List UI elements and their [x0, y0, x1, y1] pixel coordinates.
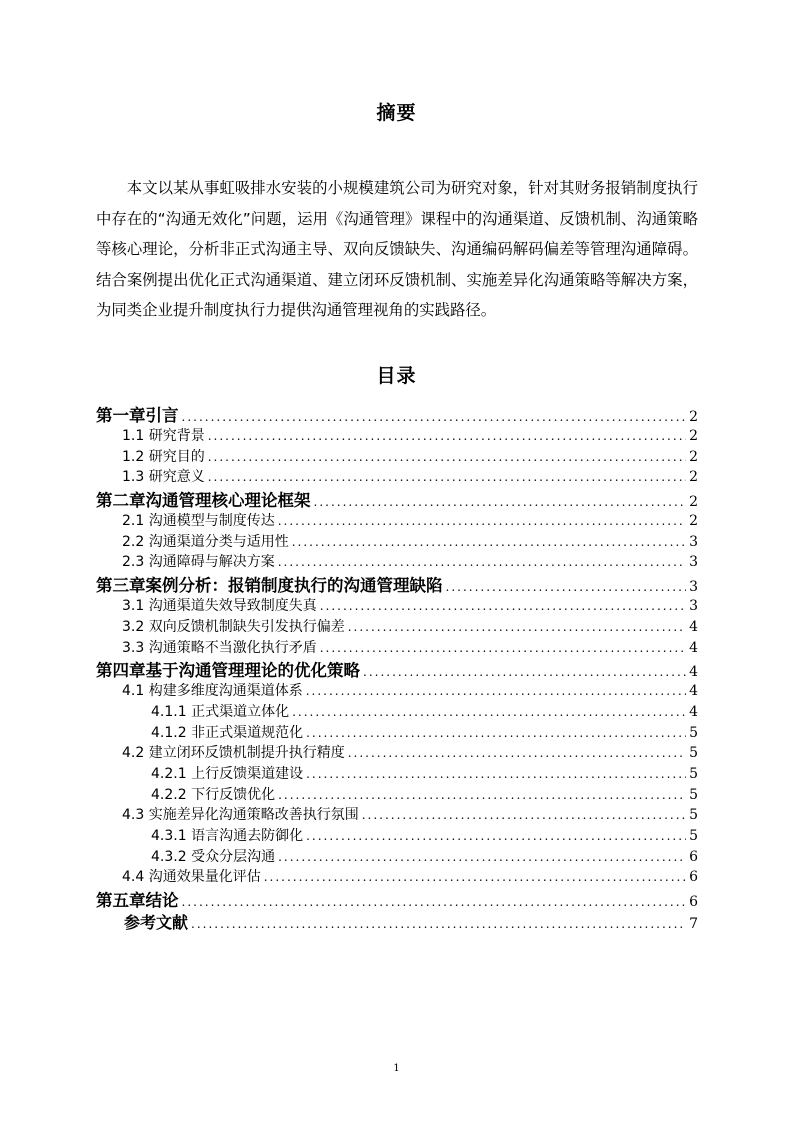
toc-leader-dots: [320, 599, 686, 613]
toc-entry-1-2[interactable]: [96, 446, 698, 467]
toc-entry-title: 第四章基于沟通管理理论的优化策略: [96, 661, 360, 681]
toc-leader-dots: [306, 829, 686, 843]
toc-entry-title: 4.3.2 受众分层沟通: [151, 848, 276, 865]
toc-entry-title: 4.3 实施差异化沟通策略改善执行氛围: [122, 807, 359, 824]
toc-entry-chapter-3[interactable]: [96, 572, 698, 595]
toc-entry-page: 4: [689, 618, 698, 635]
toc-entry-title: 4.1 构建多维度沟通渠道体系: [122, 683, 303, 700]
toc-leader-dots: [306, 726, 686, 740]
toc-entry-title: 4.2.2 下行反馈优化: [151, 786, 276, 803]
toc-entry-1-1[interactable]: [96, 425, 698, 446]
toc-entry-4-3-1[interactable]: [96, 825, 698, 846]
toc-leader-dots: [306, 684, 686, 698]
toc-entry-title: 3.3 沟通策略不当激化执行矛盾: [122, 639, 317, 656]
toc-title: 目录: [376, 365, 417, 387]
toc-entry-title: 3.1 沟通渠道失效导致制度失真: [122, 598, 317, 615]
toc-entry-page: 3: [689, 579, 698, 596]
toc-leader-dots: [278, 555, 686, 569]
toc-leader-dots: [191, 917, 686, 931]
toc-entry-page: 2: [689, 428, 698, 444]
toc-leader-dots: [278, 788, 686, 802]
toc-entry-title: 参考文献: [124, 913, 189, 933]
toc-entry-4-3-2[interactable]: [96, 846, 698, 867]
toc-entry-4-2-2[interactable]: [96, 784, 698, 805]
toc-entry-page: 4: [689, 664, 698, 681]
toc-entry-page: 5: [689, 745, 698, 762]
toc-entry-title: 2.2 沟通渠道分类与适用性: [122, 533, 289, 550]
toc-entry-title: 4.2 建立闭环反馈机制提升执行精度: [122, 745, 345, 762]
toc-entry-title: 4.1.2 非正式渠道规范化: [151, 724, 304, 741]
toc-entry-title: 4.3.1 语言沟通去防御化: [151, 828, 304, 844]
toc-entry-chapter-2[interactable]: [96, 487, 698, 510]
toc-entry-page: 2: [689, 448, 698, 465]
toc-entry-page: 2: [689, 494, 698, 511]
toc-leader-dots: [278, 514, 686, 528]
page-number: 1: [393, 1063, 400, 1074]
toc-entry-page: 4: [689, 703, 698, 720]
toc-entry-page: 5: [689, 828, 698, 844]
toc-entry-page: 2: [689, 513, 698, 530]
toc-entry-page: 3: [689, 598, 698, 615]
toc-entry-title: 4.2.1 上行反馈渠道建设: [151, 765, 304, 782]
toc-leader-dots: [208, 429, 686, 443]
toc-entry-title: 2.3 沟通障碍与解决方案: [122, 554, 275, 571]
toc-entry-4-1[interactable]: [96, 680, 698, 701]
toc-entry-page: 7: [689, 916, 698, 933]
toc-entry-4-2-1[interactable]: [96, 763, 698, 784]
toc-entry-2-1[interactable]: [96, 510, 698, 531]
toc-entry-4-2[interactable]: [96, 742, 698, 763]
toc-leader-dots: [348, 746, 686, 760]
toc-leader-dots: [362, 808, 686, 822]
toc-entry-3-1[interactable]: [96, 595, 698, 616]
table-of-contents: [96, 402, 698, 933]
toc-entry-title: 第三章案例分析：报销制度执行的沟通管理缺陷: [96, 576, 443, 596]
toc-entry-2-3[interactable]: [96, 551, 698, 572]
toc-leader-dots: [278, 850, 686, 864]
toc-entry-title: 第五章结论: [96, 891, 179, 911]
toc-entry-3-2[interactable]: [96, 616, 698, 637]
toc-entry-title: 4.1.1 正式渠道立体化: [151, 703, 290, 720]
toc-entry-title: 第一章引言: [96, 406, 179, 425]
toc-entry-4-3[interactable]: [96, 804, 698, 825]
toc-entry-title: 1.1 研究背景: [122, 428, 205, 444]
abstract-body: 本文以某从事虹吸排水安装的小规模建筑公司为研究对象，针对其财务报销制度执行中存在的“沟通无效化”问题，运用《沟通管理》课程中的沟通渠道、反馈机制、沟通策略等核心理论，分析非正式沟通主导、双向反馈缺失、沟通编码解码偏差等管理沟通障碍。结合案例提出优化正式沟通渠道、建立闭环反馈机制、实施差异化沟通策略等解决方案，为同类企业提升制度执行力提供沟通管理视角的实践路径。: [96, 179, 698, 319]
toc-leader-dots: [306, 767, 686, 781]
toc-entry-title: 2.1 沟通模型与制度传达: [122, 513, 275, 530]
toc-entry-page: 3: [689, 533, 698, 550]
toc-entry-references[interactable]: [96, 910, 698, 933]
toc-leader-dots: [208, 470, 686, 484]
toc-entry-chapter-4[interactable]: [96, 657, 698, 680]
toc-entry-page: 4: [689, 639, 698, 656]
toc-leader-dots: [363, 665, 686, 679]
toc-leader-dots: [208, 450, 686, 464]
toc-leader-dots: [320, 641, 686, 655]
toc-entry-4-1-2[interactable]: [96, 722, 698, 743]
toc-entry-page: 5: [689, 786, 698, 803]
toc-leader-dots: [314, 495, 687, 509]
toc-entry-page: 5: [689, 807, 698, 824]
toc-entry-chapter-1[interactable]: [96, 402, 698, 425]
toc-leader-dots: [182, 895, 687, 909]
toc-entry-page: 2: [689, 469, 698, 486]
toc-entry-page: 2: [689, 409, 698, 425]
toc-entry-title: 1.3 研究意义: [122, 469, 205, 486]
toc-entry-title: 3.2 双向反馈机制缺失引发执行偏差: [122, 618, 345, 635]
toc-entry-page: 5: [689, 765, 698, 782]
toc-leader-dots: [446, 580, 687, 594]
toc-entry-page: 4: [689, 683, 698, 700]
toc-entry-page: 5: [689, 724, 698, 741]
toc-entry-chapter-5[interactable]: [96, 887, 698, 910]
toc-leader-dots: [292, 705, 686, 719]
toc-entry-4-1-1[interactable]: [96, 701, 698, 722]
toc-leader-dots: [182, 410, 687, 424]
toc-leader-dots: [348, 620, 686, 634]
toc-entry-page: 6: [689, 894, 698, 911]
toc-entry-page: 3: [689, 554, 698, 571]
toc-entry-title: 第二章沟通管理核心理论框架: [96, 491, 311, 511]
toc-entry-page: 6: [689, 869, 698, 886]
toc-entry-title: 4.4 沟通效果量化评估: [122, 869, 261, 886]
toc-entry-4-4[interactable]: [96, 866, 698, 887]
toc-entry-page: 6: [689, 848, 698, 865]
toc-entry-1-3[interactable]: [96, 466, 698, 487]
toc-leader-dots: [292, 535, 686, 549]
toc-entry-title: 1.2 研究目的: [122, 448, 205, 465]
toc-leader-dots: [264, 870, 686, 884]
toc-entry-2-2[interactable]: [96, 531, 698, 552]
abstract-title: 摘要: [376, 102, 417, 124]
toc-entry-3-3[interactable]: [96, 637, 698, 658]
